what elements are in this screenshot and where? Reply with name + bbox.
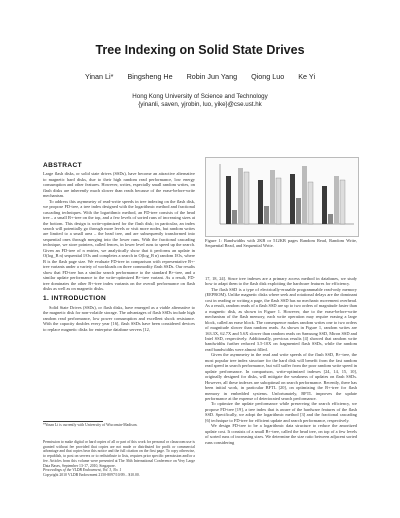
paper-title: Tree Indexing on Solid State Drives: [95, 43, 305, 57]
bar-group: [258, 170, 281, 224]
bar: [232, 210, 237, 224]
author-name: Yinan Li*: [84, 72, 114, 81]
bar: [322, 186, 327, 224]
bar: [244, 172, 249, 224]
intro-paragraph: Solid State Drives (SSDs), or flash disks, have emerged as a viable alternative to the magnetic disk for non-volatile storage. The advantages of flash SSDs include high random read performance, low power consumption and excellent shock resistance. With the capacity doubles every year [16], flash SSDs have been considered devices to replace magnetic disks for enterprise database servers [12,: [43, 304, 195, 332]
author-footnote: *Yinan Li is currently with University of Wisconsin-Madison.: [43, 423, 138, 427]
body-paragraph: We design FD-tree to be a logarithmic data structure to reduce the amortized update cost. It consists of a small B+-tree, called the head tree, on top of a few levels of sorted runs of increasing sizes. We determine the size ratio between adjacent sorted runs considering: [205, 423, 357, 445]
copyright-line: Copyright 2010 VLDB Endowment 2150-8097/10/09... $10.00.: [43, 472, 140, 477]
bar: [226, 176, 231, 224]
bar: [302, 166, 307, 224]
bar: [276, 178, 281, 224]
body-paragraph: The flash SSD is a type of electrically-erasable programmable read-only memory (EEPROM). Unlike magnetic disks where seek and rotational delays are the dominant cost in reading or writing a page, the flash SSD has no mechanic movement overhead. As a result, random reads of a flash SSD are up to two orders of magnitude faster than a magnetic disk, as shown in Figure 1. However, due to the erase-before-write mechanism of the flash memory, each write operation may require erasing a large block, called an erase block. The consequence makes random writes one to two orders of magnitude slower than random reads. As shown in Figure 1, random writes are 163.3X, 62.7X and 5.6X slower than random reads on Samsung SSD, Mtron SSD and Intel SSD, respectively. Additionally, previous results [4] showed that random write bandwidths further reduced 3.5-10X on fragmented flash SSDs, while the random read bandwidths were almost filled.: [205, 286, 357, 352]
author-name: Bingsheng He: [127, 72, 173, 81]
permission-notice: [43, 440, 195, 478]
bar: [238, 168, 243, 224]
proceedings-line: Proceedings of the VLDB Endowment, Vol. 3, No. 1: [43, 468, 122, 473]
left-column: [43, 160, 195, 332]
bar: [340, 180, 345, 224]
body-paragraph: Given the asymmetry in the read and write speeds of the flash SSD, B+-tree, the most popular tree index structure for the hard disk will benefit from the fast random read speed in search performance, but will suffer from the poor random write speed in update performance. In comparison, write-optimized indexes [24, 14, 15, 10], originally designed for disks, will mitigate the weakness of updates on flash SSDs. However, all these indexes are suboptimal on search performance. Recently, there has been initial work, in particular BFTL [20], on optimizing the B+-tree for flash memory in embedded systems. Unfortunately, BFTL improves the update performance at the expense of deteriorated search performance.: [205, 352, 357, 401]
figure-1: [205, 157, 359, 237]
emails: {yinanli, saven, yjrobin, luo, yike}@cse.ust.hk: [138, 101, 262, 108]
body-paragraph: To optimize the update performance while preserving the search efficiency, we propose FD-tree [19], a tree index that is aware of the hardware features of the flash SSD. Specifically, we adopt the logarithmic method [3] and the fractional cascading [6] technique to FD-tree for efficient update and search performance, respectively.: [205, 401, 357, 423]
figure-1-chart: [206, 158, 358, 236]
bar: [334, 176, 339, 224]
body-paragraph: 17, 18, 24]. Since tree indexes are a primary access method in databases, we study how to adapt them to the flash disk exploiting the hardware features for efficiency.: [205, 276, 357, 287]
author-name: Ke Yi: [298, 72, 316, 81]
bar-group: [226, 168, 249, 224]
abstract-paragraph: Large flash disks, or solid state drives (SSDs), have become an attractive alternative to magnetic hard disks, due to their high random read performance, low energy consumption and other features. However, writes, especially small random writes, on flash disks are inherently much slower than reads because of the erase-before-write mechanism.: [43, 171, 195, 199]
bar: [296, 198, 301, 224]
bar: [258, 180, 263, 224]
bar: [270, 170, 275, 224]
author-name: Qiong Luo: [251, 72, 285, 81]
author-list: [0, 72, 400, 81]
bar: [264, 206, 269, 224]
affiliation-block: [0, 93, 400, 109]
abstract-heading: ABSTRACT: [43, 162, 82, 169]
bar: [308, 182, 313, 224]
bar: [290, 174, 295, 224]
bar-group: [322, 176, 345, 224]
bar: [328, 214, 333, 224]
permission-text: Permission to make digital or hard copies of all or part of this work for personal or classroom use is granted without fee provided that copies are not made or distributed for profit or commercial advantage and that copies bear this notice and the full citation on the first page. To copy otherwise, to republish, to post on servers or to redistribute to lists, requires prior specific permission and/or a fee. Articles from this volume were presented at The 36th International Conference on Very Large Data Bases, September 13-17, 2010, Singapore.: [43, 440, 195, 468]
bar-group: [290, 166, 313, 224]
introduction-heading: 1. INTRODUCTION: [43, 295, 107, 303]
footnote-rule: [43, 421, 103, 422]
affiliation: Hong Kong University of Science and Technology: [132, 93, 268, 100]
author-name: Robin Jun Yang: [186, 72, 238, 81]
abstract-paragraph: To address this asymmetry of read-write speeds in tree indexing on the flash disk, we propose FD-tree, a tree index designed with the logarithmic method and fractional cascading techniques. With the logarithmic method, an FD-tree consists of the head tree – a small B+-tree on the top, and a few levels of sorted runs of increasing sizes at the bottom. This design is write-optimized for the flash disk; in particular, an index search will potentially go through more levels or visit more nodes, but random writes are limited to a small area – the head tree, and are subsequently transformed into sequential ones through merging into the lower runs. With the fractional cascading technique, we store pointers, called fences, in lower level runs to speed up the search. Given an FD-tree of n entries, we analytically show that it performs an update in O(log_B n) sequential I/Os and completes a search in O(log_B n) random I/Os, where B is the flash page size. We evaluate FD-tree in comparison with representative B+-tree variants under a variety of workloads on three commodity flash SSDs. Our results show that FD-tree has a similar search performance to the standard B+-tree, and a similar update performance to the write-optimized B+-tree variant. As a result, FD-tree dominates the other B+-tree index variants on the overall performance on flash disks as well as on magnetic disks.: [43, 198, 195, 291]
figure-caption: Figure 1: Bandwidths with 2KB or 512KB pages Random Read, Random Write, Sequential Read, and Sequential Write.: [205, 238, 357, 249]
right-column: [205, 276, 357, 445]
